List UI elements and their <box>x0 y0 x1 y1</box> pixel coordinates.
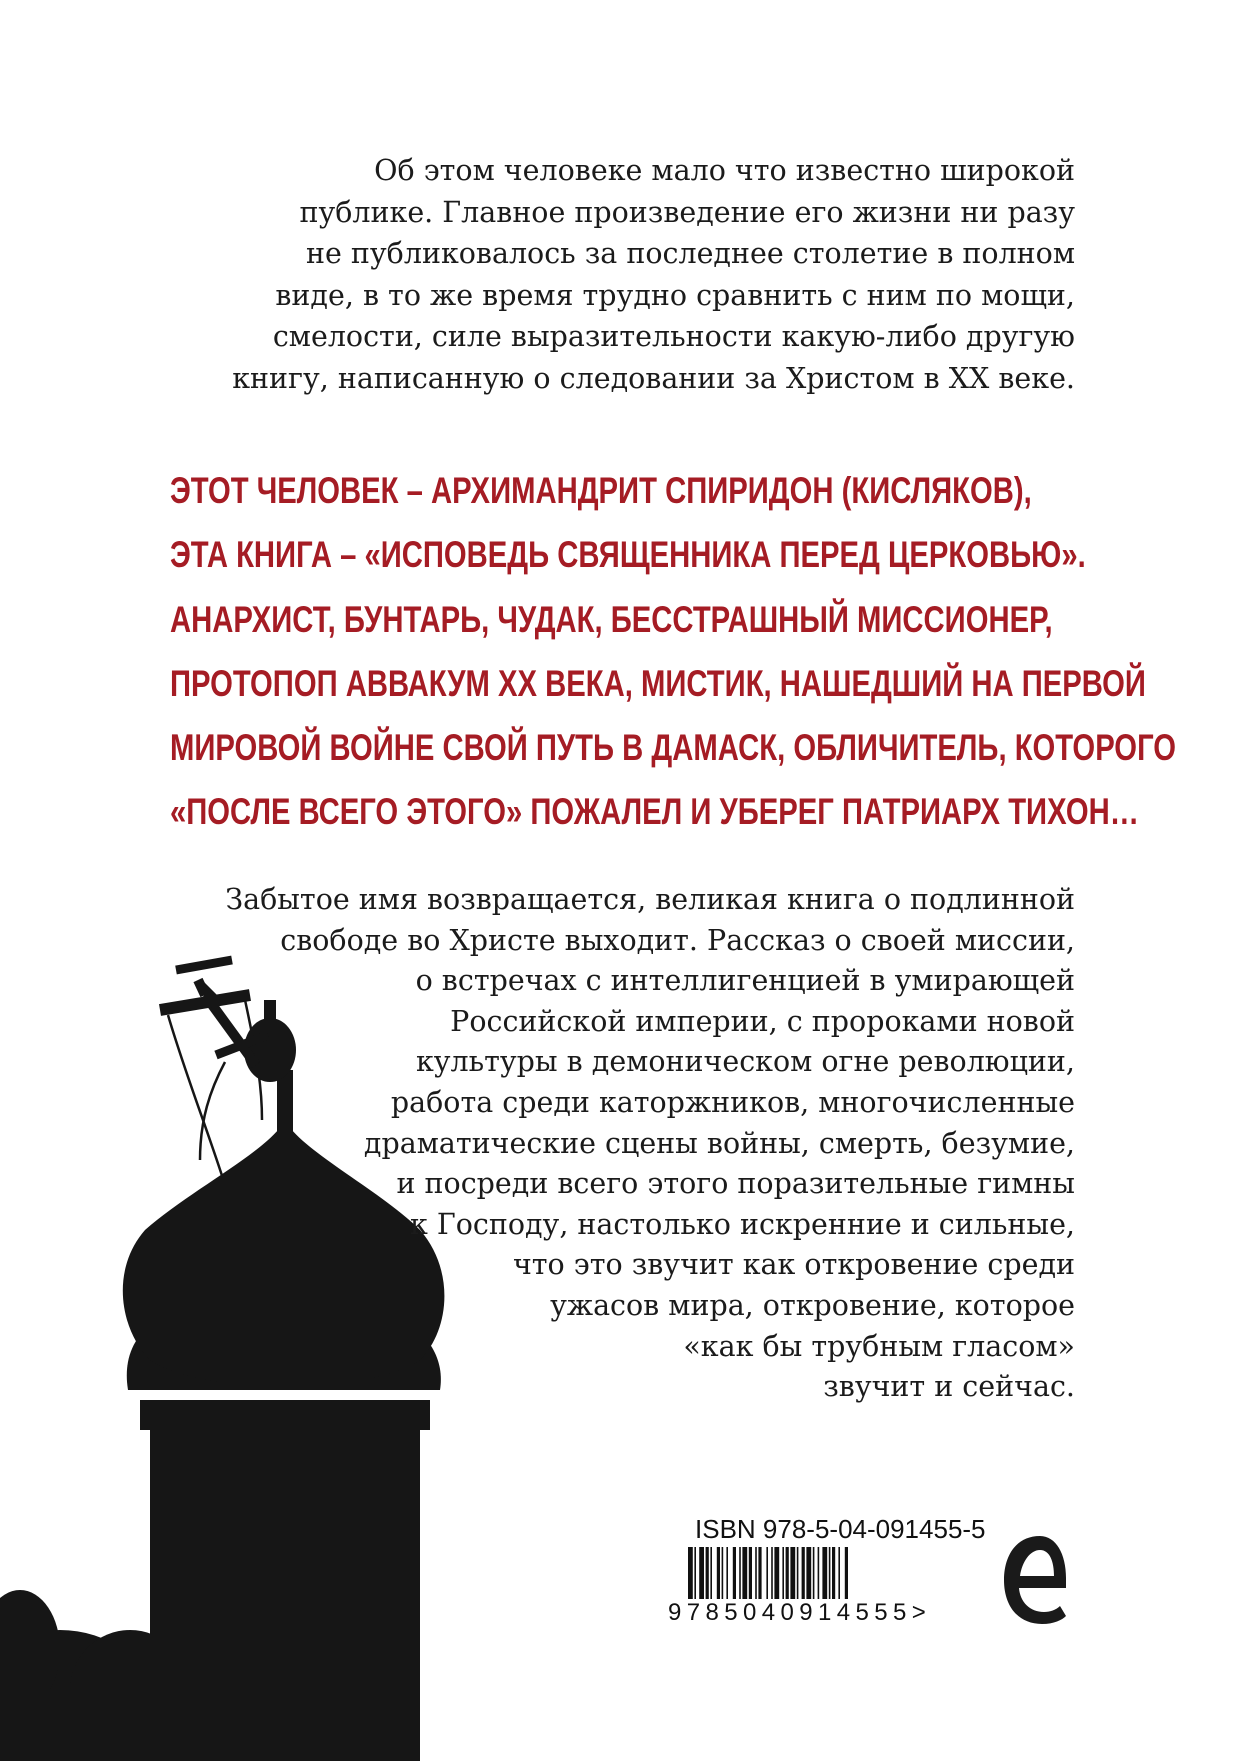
intro-line: книгу, написанную о следовании за Христом в XX веке. <box>232 361 1075 395</box>
outro-paragraph <box>200 880 1075 1408</box>
outro-line: звучит и сейчас. <box>823 1370 1075 1404</box>
barcode-icon <box>688 1547 993 1607</box>
isbn-label: ISBN 978-5-04-091455-5 <box>695 1514 986 1544</box>
outro-line: Российской империи, с пророками новой <box>450 1004 1075 1038</box>
outro-line: свободе во Христе выходит. Рассказ о своей миссии, <box>280 923 1075 957</box>
outro-line: к Господу, настолько искренние и сильные, <box>409 1207 1075 1241</box>
outro-line: ужасов мира, откровение, которое <box>550 1288 1075 1322</box>
outro-line: драматические сцены войны, смерть, безумие, <box>363 1126 1075 1160</box>
outro-line: о встречах с интеллигенцией в умирающей <box>415 964 1075 998</box>
outro-line: культуры в демоническом огне революции, <box>415 1045 1075 1079</box>
barcode-digits <box>668 1599 1003 1627</box>
publisher-e-logo-icon <box>1002 1532 1068 1628</box>
barcode-number: 9785040914555> <box>668 1599 932 1626</box>
highlight-line: «ПОСЛЕ ВСЕГО ЭТОГО» ПОЖАЛЕЛ И УБЕРЕГ ПАТРИАРХ ТИХОН… <box>170 790 1139 833</box>
intro-line: смелости, силе выразительности какую-либо другую <box>272 320 1075 353</box>
outro-line: «как бы трубным гласом» <box>683 1329 1075 1363</box>
outro-line: что это звучит как откровение среди <box>512 1248 1075 1282</box>
outro-line: Забытое имя возвращается, великая книга о подлинной <box>225 883 1075 916</box>
intro-line: виде, в то же время трудно сравнить с ним по мощи, <box>275 278 1075 312</box>
highlight-line: ЭТОТ ЧЕЛОВЕК – АРХИМАНДРИТ СПИРИДОН (КИСЛЯКОВ), <box>170 469 1032 511</box>
intro-line: не публиковалось за последнее столетие в полном <box>306 237 1075 270</box>
intro-line: Об этом человеке мало что известно широкой <box>374 154 1075 187</box>
highlight-line: ПРОТОПОП АВВАКУМ XX ВЕКА, МИСТИК, НАШЕДШИЙ НА ПЕРВОЙ <box>170 661 1146 704</box>
highlight-line: МИРОВОЙ ВОЙНЕ СВОЙ ПУТЬ В ДАМАСК, ОБЛИЧИТЕЛЬ, КОТОРОГО <box>170 726 1177 769</box>
highlight-line: АНАРХИСТ, БУНТАРЬ, ЧУДАК, БЕССТРАШНЫЙ МИССИОНЕР, <box>170 597 1053 640</box>
outro-line: работа среди каторжников, многочисленные <box>390 1085 1075 1119</box>
highlight-line: ЭТА КНИГА – «ИСПОВЕДЬ СВЯЩЕННИКА ПЕРЕД ЦЕРКОВЬЮ». <box>170 533 1086 576</box>
intro-line: публике. Главное произведение его жизни ни разу <box>299 195 1075 229</box>
outro-line: и посреди всего этого поразительные гимны <box>396 1167 1075 1201</box>
